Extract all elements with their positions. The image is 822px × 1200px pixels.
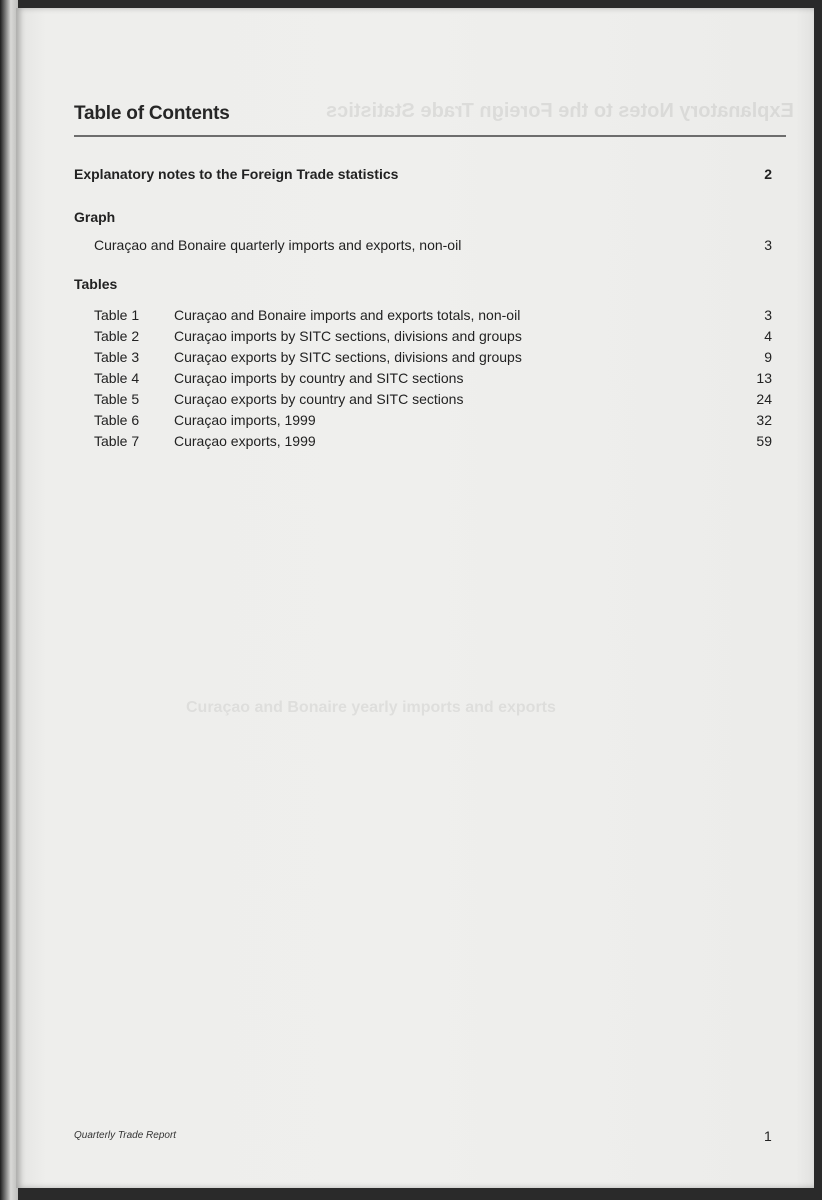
page-title: Table of Contents — [74, 103, 230, 124]
toc-entry-page: 3 — [764, 237, 772, 253]
toc-entry-page: 9 — [764, 349, 772, 365]
toc-entry-graph-1[interactable] — [94, 237, 772, 253]
title-divider — [74, 135, 786, 137]
toc-entry-explanatory-notes[interactable] — [74, 166, 772, 182]
table-number: Table 7 — [94, 433, 140, 449]
toc-entry-table-2[interactable] — [94, 328, 772, 344]
section-heading-graph: Graph — [74, 209, 116, 225]
toc-entry-page: 4 — [764, 328, 772, 344]
toc-entry-page: 2 — [764, 166, 772, 182]
toc-entry-table-7[interactable] — [94, 433, 772, 449]
toc-entry-label: Curaçao and Bonaire imports and exports totals, non-oil — [174, 307, 521, 323]
bleed-through-chart-title: Curaçao and Bonaire yearly imports and exports — [186, 699, 556, 716]
toc-entry-label: Curaçao exports by country and SITC sections — [174, 391, 464, 407]
toc-entry-label: Explanatory notes to the Foreign Trade statistics — [74, 166, 399, 182]
table-number: Table 4 — [94, 370, 140, 386]
toc-entry-label: Curaçao imports by SITC sections, divisions and groups — [174, 328, 522, 344]
toc-entry-page: 13 — [756, 370, 772, 386]
toc-entry-label: Curaçao exports, 1999 — [174, 433, 316, 449]
bleed-through-title: Explanatory Notes to the Foreign Trade Statistics — [326, 100, 794, 122]
toc-entry-label: Curaçao and Bonaire quarterly imports and exports, non-oil — [94, 237, 462, 253]
footer-publication-title: Quarterly Trade Report — [74, 1130, 177, 1141]
toc-entry-table-6[interactable] — [94, 412, 772, 428]
toc-entry-page: 3 — [764, 307, 772, 323]
footer-page-number: 1 — [764, 1128, 772, 1144]
table-number: Table 2 — [94, 328, 140, 344]
section-heading-tables: Tables — [74, 276, 118, 292]
toc-entry-label: Curaçao exports by SITC sections, divisions and groups — [174, 349, 522, 365]
toc-entry-table-1[interactable] — [94, 307, 772, 323]
toc-entry-table-5[interactable] — [94, 391, 772, 407]
table-number: Table 1 — [94, 307, 140, 323]
table-number: Table 6 — [94, 412, 140, 428]
toc-entry-table-4[interactable] — [94, 370, 772, 386]
toc-entry-page: 32 — [756, 412, 772, 428]
toc-entry-page: 24 — [756, 391, 772, 407]
table-number: Table 5 — [94, 391, 140, 407]
toc-entry-label: Curaçao imports by country and SITC sections — [174, 370, 464, 386]
toc-entry-page: 59 — [756, 433, 772, 449]
document-page — [16, 8, 814, 1188]
toc-entry-table-3[interactable] — [94, 349, 772, 365]
table-number: Table 3 — [94, 349, 140, 365]
toc-entry-label: Curaçao imports, 1999 — [174, 412, 316, 428]
